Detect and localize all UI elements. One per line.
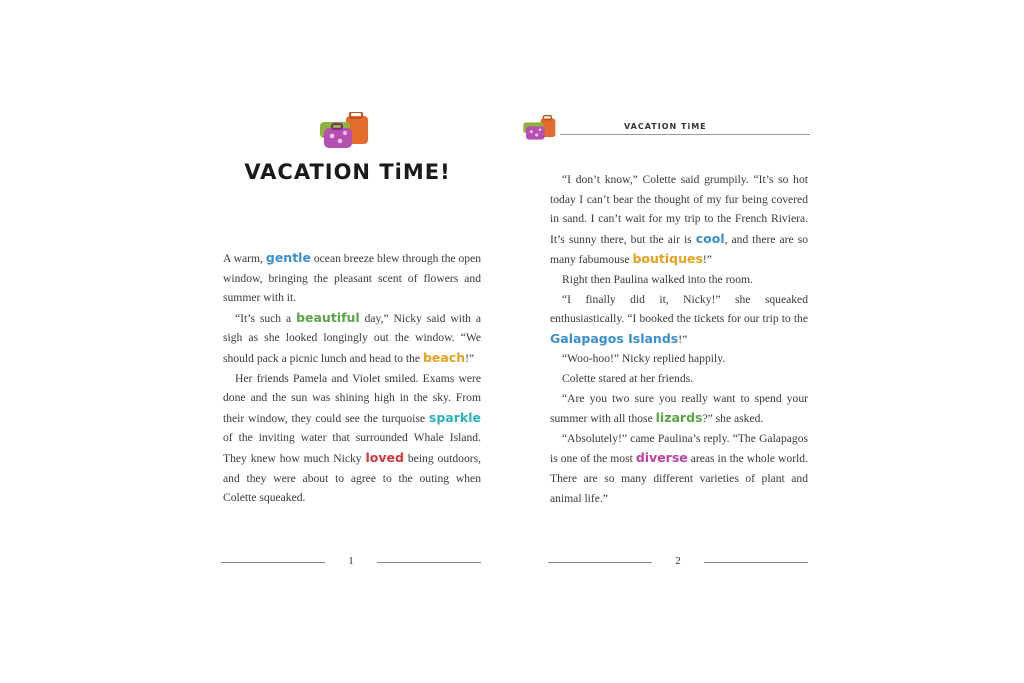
- text-run: !”: [465, 351, 475, 365]
- text-run: ?” she asked.: [702, 412, 764, 426]
- footer-rule-right: [704, 562, 808, 563]
- highlighted-word: beautiful: [296, 309, 360, 325]
- text-run: !”: [678, 332, 688, 346]
- highlighted-word: sparkle: [428, 409, 481, 425]
- text-run: Colette stared at her friends.: [562, 371, 694, 385]
- text-run: “I don’t know,” Colette said grumpily. “It’s so hot today I can’t bear the thought of my fur being covered in sand. I can’t wait for my trip to the French Riviera. It’s sunny there, but the air is: [550, 173, 808, 246]
- highlighted-word: diverse: [635, 450, 688, 466]
- highlighted-word: loved: [365, 449, 404, 465]
- highlighted-word: Galapagos Islands: [550, 330, 679, 346]
- page-number: 2: [675, 555, 681, 567]
- text-run: !”: [702, 253, 712, 267]
- paragraph: [550, 170, 808, 270]
- text-run: Right then Paulina walked into the room.: [562, 272, 753, 286]
- right-body-text: [550, 170, 808, 508]
- text-run: “It’s such a: [235, 311, 297, 325]
- text-run: Her friends Pamela and Violet smiled. Exams were done and the sun was shining high in the sky. From their window, they could see the turquoise: [223, 371, 481, 425]
- right-page: [548, 0, 810, 683]
- paragraph: [550, 369, 808, 389]
- highlighted-word: gentle: [265, 250, 311, 265]
- text-run: ocean breeze blew through the open window, bringing the pleasant scent of flowers and summer with it.: [223, 252, 482, 305]
- text-run: day,” Nicky said with a sigh as she looked longingly out the window. “We should pack a picnic lunch and head to the: [223, 311, 481, 365]
- text-run: A warm,: [223, 252, 266, 265]
- text-run: “Are you two sure you really want to spend your summer with all those: [550, 391, 808, 426]
- highlighted-word: beach: [422, 349, 466, 365]
- paragraph: [550, 389, 808, 429]
- paragraph: [223, 369, 481, 508]
- page-footer: [221, 555, 481, 567]
- page-number: 1: [348, 555, 354, 567]
- text-run: “Woo-hoo!” Nicky replied happily.: [562, 352, 726, 366]
- left-body-text: [223, 248, 481, 508]
- text-run: areas in the whole world. There are so many different varieties of plant and animal life.”: [550, 452, 808, 505]
- suitcases-icon: [522, 115, 562, 143]
- paragraph: [223, 308, 481, 369]
- paragraph: [550, 429, 808, 508]
- highlighted-word: lizards: [655, 410, 703, 426]
- chapter-title: VACATION TiME!: [244, 160, 451, 184]
- paragraph: [550, 270, 808, 290]
- text-run: “Absolutely!” came Paulina’s reply. “The Galapagos is one of the most: [550, 431, 808, 466]
- text-run: “I finally did it, Nicky!” she squeaked enthusiastically. “I booked the tickets for our trip to the: [550, 292, 808, 326]
- highlighted-word: cool: [695, 230, 725, 246]
- running-head-title: VACATION TiME: [624, 122, 707, 131]
- text-run: , and there are so many fabumouse: [550, 232, 808, 267]
- suitcases-icon: [318, 112, 378, 152]
- highlighted-word: boutiques: [632, 251, 703, 267]
- left-page: [215, 0, 480, 683]
- paragraph: [550, 290, 808, 350]
- paragraph: [223, 248, 481, 308]
- paragraph: [550, 349, 808, 369]
- page-footer: [548, 555, 808, 567]
- text-run: of the inviting water that surrounded Whale Island. They knew how much Nicky: [223, 431, 481, 465]
- footer-rule-right: [377, 562, 481, 563]
- running-head: [560, 122, 810, 135]
- text-run: being outdoors, and they were about to agree to the outing when Colette squeaked.: [223, 451, 482, 505]
